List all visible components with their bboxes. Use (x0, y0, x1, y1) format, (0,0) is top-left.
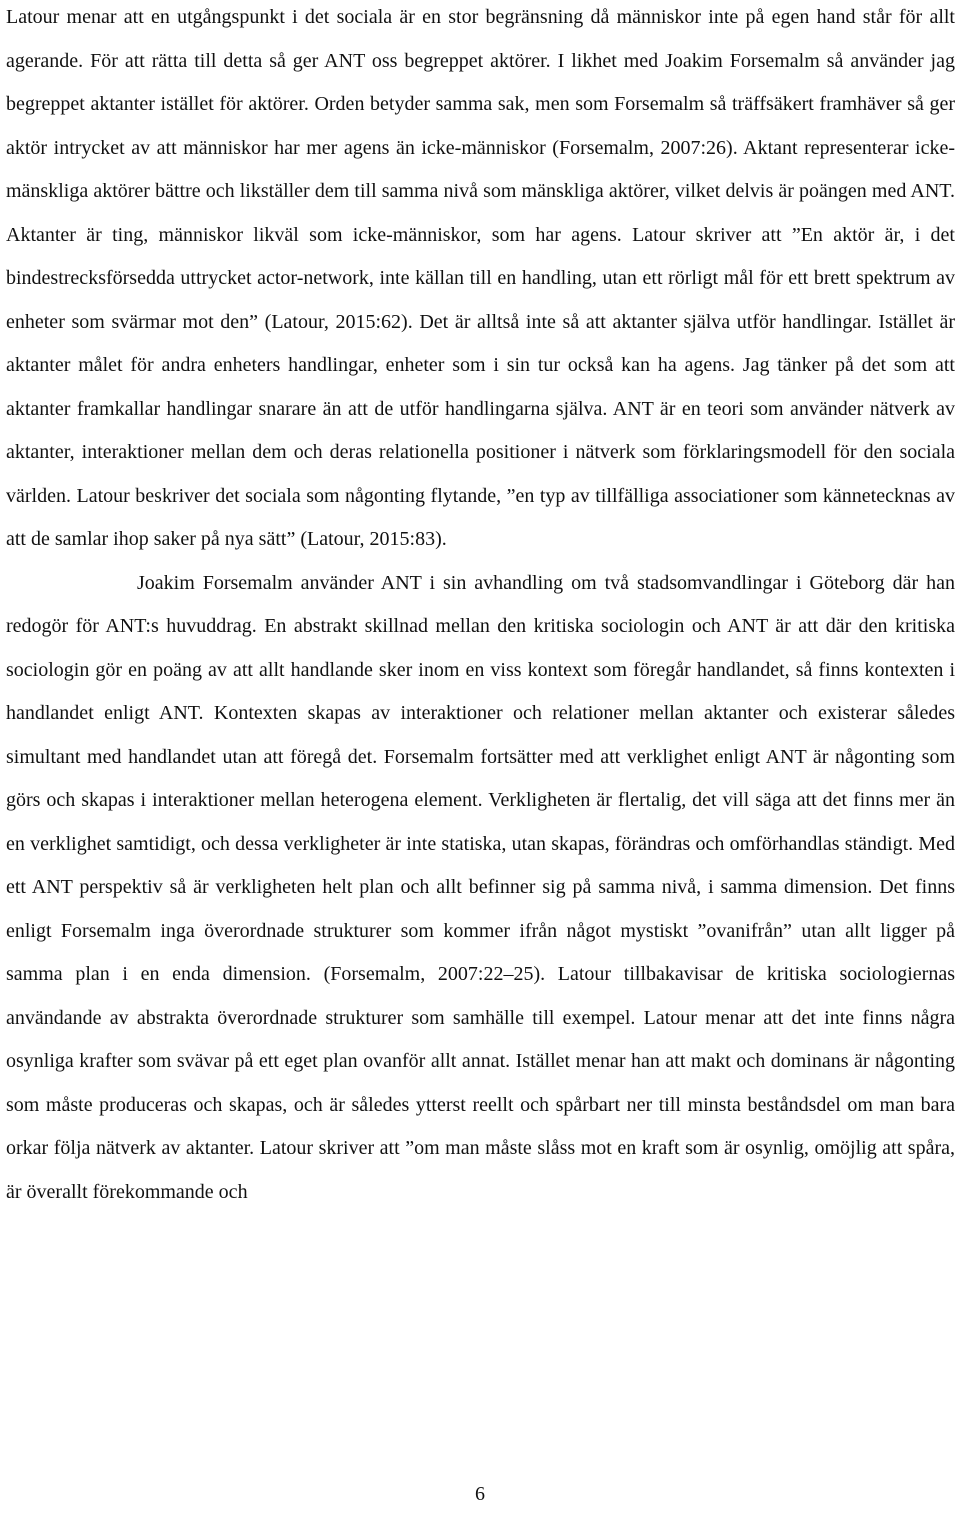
document-page (6, 0, 955, 1214)
body-paragraph: Joakim Forsemalm använder ANT i sin avhandling om två stadsomvandlingar i Göteborg där han redogör för ANT:s huvuddrag. En abstrakt skillnad mellan den kritiska sociologin och ANT är att där den kritiska sociologin gör en poäng av att allt handlande sker inom en viss kontext som föregår handlandet, så finns kontexten i handlandet enligt ANT. Kontexten skapas av interaktioner och relationer mellan aktanter och existerar således simultant med handlandet utan att föregå det. Forsemalm fortsätter med att verklighet enligt ANT är någonting som görs och skapas i interaktioner mellan heterogena element. Verkligheten är flertalig, det vill säga att det finns mer än en verklighet samtidigt, och dessa verkligheter är inte statiska, utan skapas, förändras och omförhandlas ständigt. Med ett ANT perspektiv så är verkligheten helt plan och allt befinner sig på samma nivå, i samma dimension. Det finns enligt Forsemalm inga överordnade strukturer som kommer ifrån något mystiskt ”ovanifrån” utan allt ligger på samma plan i en enda dimension. (Forsemalm, 2007:22–25). Latour tillbakavisar de kritiska sociologiernas användande av abstrakta överordnade strukturer som samhälle till exempel. Latour menar att det inte finns några osynliga krafter som svävar på ett eget plan ovanför allt annat. Istället menar han att makt och dominans är någonting som måste produceras och skapas, och är således ytterst reellt och spårbart ner till minsta beståndsdel om man bara orkar följa nätverk av aktanter. Latour skriver att ”om man måste slåss mot en kraft som är osynlig, omöjlig att spåra, är överallt förekommande och (6, 571, 955, 1203)
page-number: 6 (475, 1483, 485, 1505)
body-paragraph: Latour menar att en utgångspunkt i det sociala är en stor begränsning då människor inte på egen hand står för allt agerande. För att rätta till detta så ger ANT oss begreppet aktörer. I likhet med Joakim Forsemalm så använder jag begreppet aktanter istället för aktörer. Orden betyder samma sak, men som Forsemalm så träffsäkert framhäver så ger aktör intrycket av att människor har mer agens än icke-människor (Forsemalm, 2007:26). Aktant representerar icke-mänskliga aktörer bättre och likställer dem till samma nivå som mänskliga aktörer, vilket delvis är poängen med ANT. Aktanter är ting, människor likväl som icke-människor, som har agens. Latour skriver att ”En aktör är, i det bindestrecksförsedda uttrycket actor-network, inte källan till en handling, utan ett rörligt mål för ett brett spektrum av enheter som svärmar mot den” (Latour, 2015:62). Det är alltså inte så att aktanter själva utför handlingar. Istället är aktanter målet för andra enheters handlingar, enheter som i sin tur också kan ha agens. Jag tänker på det som att aktanter framkallar handlingar snarare än att de utför handlingarna själva. ANT är en teori som använder nätverk av aktanter, interaktioner mellan dem och deras relationella positioner i nätverk som förklaringsmodell för den sociala världen. Latour beskriver det sociala som någonting flytande, ”en typ av tillfälliga associationer som kännetecknas av att de samlar ihop saker på nya sätt” (Latour, 2015:83). (6, 6, 955, 550)
